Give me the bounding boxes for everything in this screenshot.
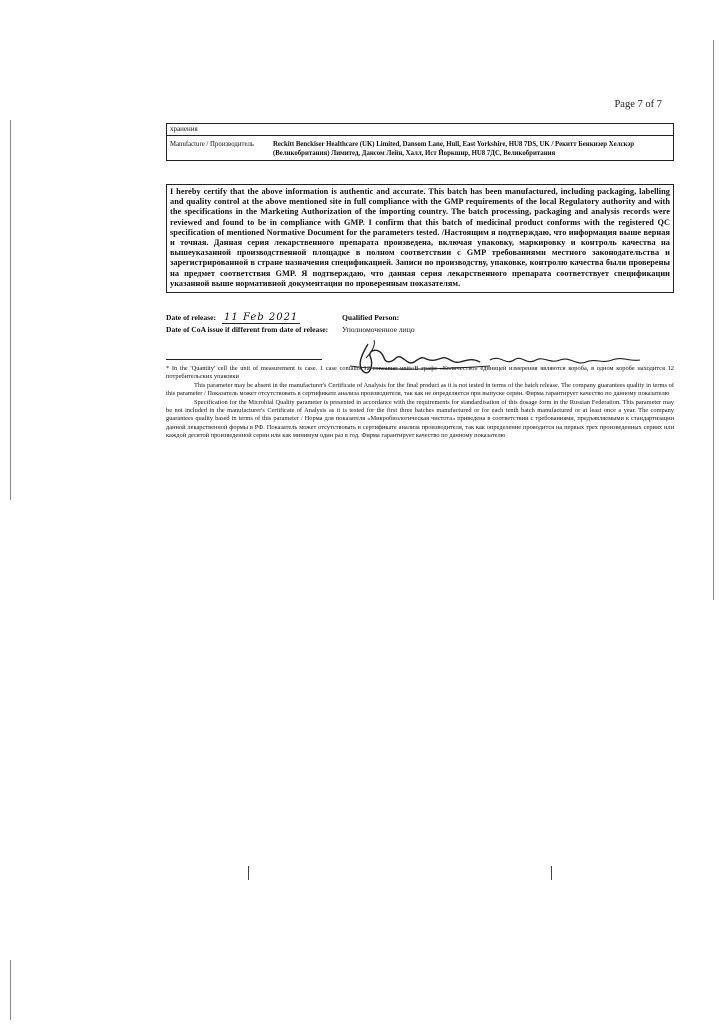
footnote-2: This parameter may be absent in the manufacturer's Certificate of Analysis for the final product as it is not tested in terms of the batch release. The company guarantees quality in terms of this parameter / Показатель может отсутствовать в сертификате анализа производителя, так как не определяется при выпуске серии. Фирма гарантирует качество по данному показателю bbox=[166, 381, 674, 398]
footnotes bbox=[166, 365, 674, 441]
qp-sublabel: Уполномоченное лицо bbox=[342, 324, 415, 334]
scan-edge-left bbox=[10, 120, 11, 500]
release-section bbox=[166, 313, 674, 334]
scan-edge-bottom-left bbox=[10, 960, 11, 1020]
manufacturer-value: Reckitt Benckiser Healthcare (UK) Limited, Dansom Lane, Hull, East Yorkshire, HU8 7DS, UK / Рекитт Бенкизер Хелскэр (Великобритания) Лимитед, Дансом Лейн, Халл, Ист Йоркшир, HU8 7ДС, Великобритания bbox=[273, 141, 635, 157]
certification-box bbox=[166, 184, 674, 293]
page-number: Page 7 of 7 bbox=[614, 99, 662, 110]
scan-mark-right bbox=[551, 866, 552, 880]
scan-mark-left bbox=[248, 866, 249, 880]
certification-text: I hereby certify that the above information is authentic and accurate. This batch has been manufactured, including packaging, labelling and quality control at the above mentioned site in full compliance with the GMP requirements of the local Regulatory authority and with the specifications in the Marketing Authorization of the importing country. The batch processing, packaging and analysis records were reviewed and found to be in compliance with GMP. I confirm that this batch of medicinal product conforms with the registered QC specification of mentioned Normative Document for the parameters tested. /Настоящим я подтверждаю, что информация выше верная и точная. Данная серия лекарственного препарата произведена, включая упаковку, маркировку и контроль качества на вышеуказанной производственной площадке в полном соответствии с GMP требованиями местного законодательства и зарегистрированной в стране назначения спецификацией. Записи по производству, упаковке, контролю качества были проверены на предмет соответствия GMP. Я подтверждаю, что данная серия лекарственного препарата соответствует спецификации указанной выше нормативной документации по проверенным показателям. bbox=[170, 187, 670, 288]
qp-label: Qualified Person: bbox=[342, 313, 400, 322]
signature-line bbox=[166, 359, 322, 360]
footnote-3: Specification for the Microbial Quality parameter is presented in accordance with the requirements for standardisation of this dosage form in the Russian Federation. This parameter may be not included in the manufacturer's Certificate of Analysis as it is tested for the first three batches manufactured or for each tenth batch manufactured or at least once a year. The company guarantees quality based in terms of this parameter / Норма для показателя «Микробиологическая чистота» приведена в соответствии с требованиями, предъявляемыми к стандартизации данной лекарственной формы в РФ. Показатель может отсутствовать в сертификате анализа производителя, так как определение проводится на первых трех произведенных сериях или каждой десятой произведенной серии или как минимум один раз в год. Фирма гарантирует качество по данному показателю bbox=[166, 398, 674, 440]
release-date-label: Date of release: bbox=[166, 313, 217, 322]
footnote-1: * In the 'Quantity' cell the unit of measurement is case. 1 case contains 12 consumer units/В графе «Количество» единицей измерения являются короба, в одном коробе находится 12 потребительских упаковки bbox=[166, 365, 674, 381]
manufacturer-label: Manufacture / Производитель bbox=[170, 141, 254, 148]
manufacturer-row bbox=[167, 136, 673, 160]
release-date-value: 11 Feb 2021 bbox=[224, 312, 299, 323]
storage-fragment: хранения bbox=[167, 124, 673, 136]
scan-edge-right bbox=[713, 40, 714, 600]
coa-date-label: Date of CoA issue if different from date of release: bbox=[166, 324, 329, 334]
manufacturer-table bbox=[166, 123, 674, 161]
release-date-row bbox=[166, 313, 342, 324]
